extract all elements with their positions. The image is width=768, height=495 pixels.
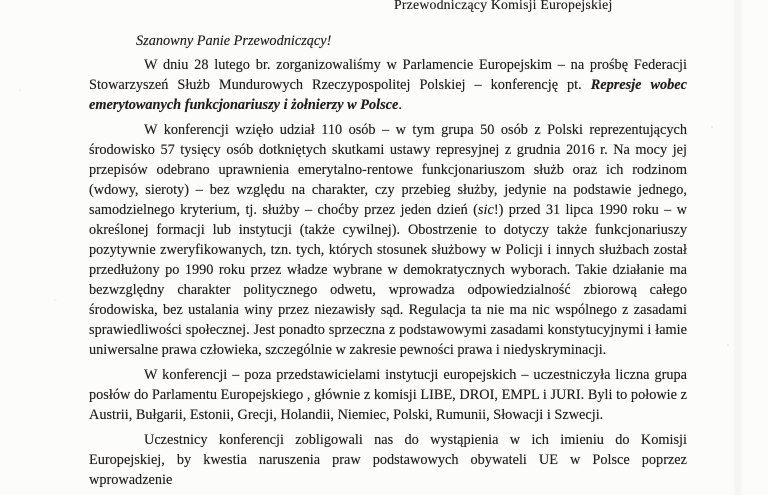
- paragraph-obligation: [89, 430, 687, 490]
- text-run: !) przed 31 lipca 1990 roku – w określonej formacji lub instytucji (także cywilnej). Obostrzenie to dotyczy także funkcjonariuszy pozytywnie zweryfikowanych, tzn. tych, których stosunek służbowy w Policji i innych służbach został przedłużony po 1990 roku przez władze wybrane w demokratycznych wyborach. Takie działanie ma bezwzględny charakter politycznego odwetu, wprowadza odpowiedzialność zbiorową całego środowiska, bez ustalania winy przez niezawisły sąd. Regulacja ta nie ma nic wspólnego z zasadami sprawiedliwości społecznej. Jest ponadto sprzeczna z podstawowymi zasadami konstytucyjnymi i łamie uniwersalne prawa człowieka, szczególnie w zakresie pewności prawa i niedyskryminacji.: [89, 202, 688, 358]
- salutation: Szanowny Panie Przewodniczący!: [136, 33, 332, 49]
- paragraph-conference-announcement: [89, 55, 687, 115]
- paragraph-law-description: [89, 120, 687, 360]
- text-run: sic: [477, 202, 494, 218]
- text-run: W dniu 28 lutego br. zorganizowaliśmy w Parlamencie Europejskim – na prośbę Federacji Stowarzyszeń Służb Mundurowych Rzeczypospolitej Polskiej – konferencję pt.: [89, 57, 687, 93]
- paragraph-participants: [89, 365, 687, 425]
- letter-body: [89, 31, 687, 495]
- text-run: W konferencji wzięło udział 110 osób – w tym grupa 50 osób z Polski reprezentujących środowisko 57 tysięcy osób dotkniętych skutkami ustawy represyjnej z grudnia 2016 r. Na mocy jej przepisów odebrano uprawnienia emerytalno-rentowe funkcjonariuszom służb oraz ich rodzinom (wdowy, sieroty) – bez względu na charakter, czy przebieg służby, jedynie na podstawie jednego, samodzielnego kryterium, tj. służby – choćby przez jeden dzień (: [89, 122, 687, 218]
- text-run: W konferencji – poza przedstawicielami instytucji europejskich – uczestniczyła liczna grupa posłów do Parlamentu Europejskiego , głównie z komisji LIBE, DROI, EMPL i JURI. Byli to połowie z Austrii, Bułgarii, Estonii, Grecji, Holandii, Niemiec, Polski, Rumunii, Słowacji i Szwecji.: [89, 367, 687, 423]
- text-run: Uczestnicy konferencji zobligowali nas do wystąpienia w ich imieniu do Komisji Europejskiej, by kwestia naruszenia praw podstawowych obywateli UE w Polsce poprzez wprowadzenie: [89, 432, 687, 488]
- text-run: Represje wobec emerytowanych funkcjonariuszy i żołnierzy w Polsce: [89, 77, 687, 113]
- text-run: .: [398, 97, 402, 113]
- addressee-line: Przewodniczący Komisji Europejskiej: [394, 0, 613, 12]
